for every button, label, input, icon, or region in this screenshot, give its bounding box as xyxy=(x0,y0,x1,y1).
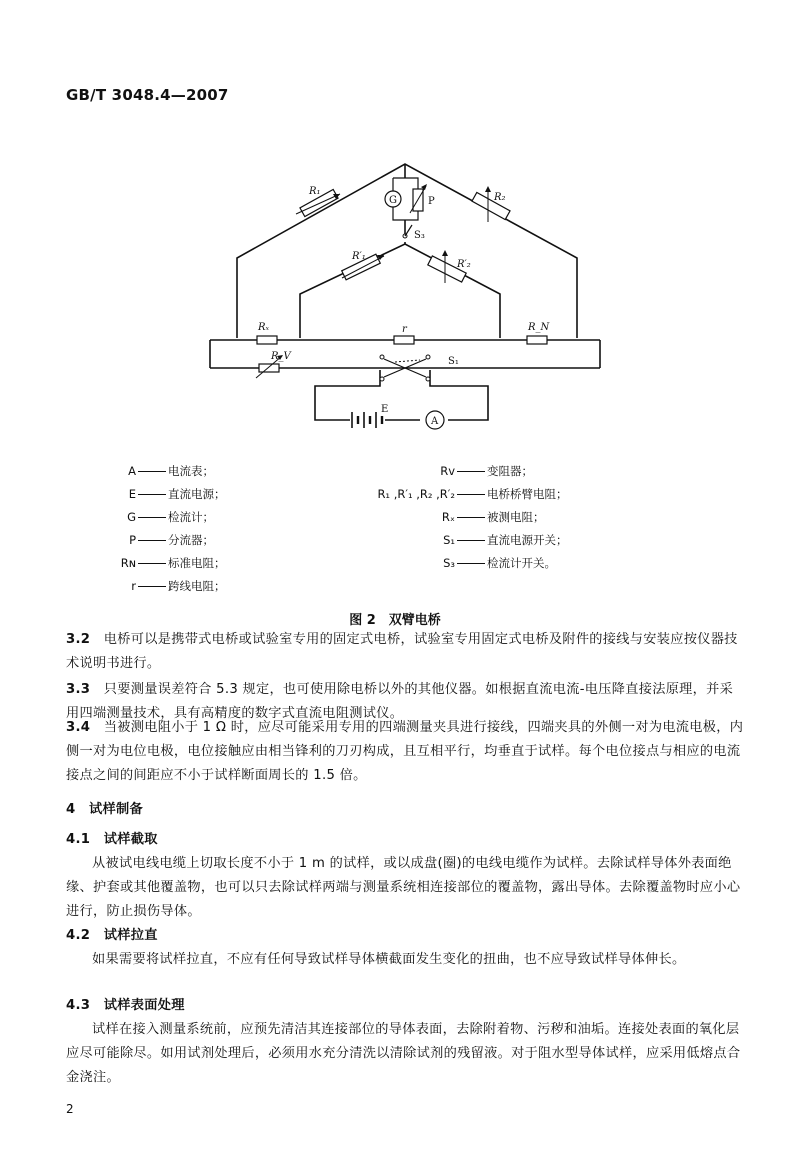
bridge-wires xyxy=(210,164,600,420)
legend-right xyxy=(330,460,630,575)
label-r2: R₂ xyxy=(494,192,506,203)
standard-code: GB/T 3048.4—2007 xyxy=(66,86,229,104)
legend-symbol: R₁ ,R′₁ ,R₂ ,R′₂ xyxy=(377,487,455,501)
legend-symbol: E xyxy=(128,487,136,501)
section-4-1: 4.1 试样截取 从被试电线电缆上切取长度不小于 1 m 的试样，或以成盘(圈)的电线电缆作为试样。去除试样导体外表面绝缘、护套或其他覆盖物，也可以只去除试样两端与测量系统相连接部位的覆盖物，露出导体。去除覆盖物时应小心进行，防止损伤导体。 xyxy=(66,828,746,924)
resistor-rx xyxy=(257,322,277,344)
double-bridge-diagram xyxy=(0,150,790,450)
label-g: G xyxy=(389,195,397,206)
resistor-rn xyxy=(527,322,551,344)
battery-e xyxy=(352,404,388,428)
legend-text: 检流计开关。 xyxy=(487,556,556,570)
label-s1: S₁ xyxy=(448,356,459,367)
label-r1-prime: R′₁ xyxy=(352,251,366,262)
legend-text: 被测电阻； xyxy=(487,510,545,524)
legend-symbol: S₃ xyxy=(443,556,455,570)
rheostat-rv xyxy=(256,351,293,378)
ammeter-a xyxy=(426,411,444,429)
legend-symbol: G xyxy=(127,510,136,524)
label-r: r xyxy=(402,324,407,335)
legend-dash xyxy=(138,494,166,495)
legend-text: 直流电源； xyxy=(168,487,226,501)
paragraph-3-3: 3.3 只要测量误差符合 5.3 规定，也可使用除电桥以外的其他仪器。如根据直流电流-电压降直接法原理，并采用四端测量技术，具有高精度的数字式直流电阻测试仪。 xyxy=(66,682,734,721)
resistor-r xyxy=(394,324,414,344)
legend-dash xyxy=(138,471,166,472)
legend-text: 电流表； xyxy=(168,464,214,478)
legend-text: 变阻器； xyxy=(487,464,533,478)
paragraph-4-3: 试样在接入测量系统前，应预先清洁其连接部位的导体表面，去除附着物、污秽和油垢。连接处表面的氧化层应尽可能除尽。如用试剂处理后，必须用水充分清洗以清除试剂的残留液。对于阻水型导体试样，应采用低熔点合金浇注。 xyxy=(66,1022,741,1085)
paragraph-3-4: 3.4 当被测电阻小于 1 Ω 时，应尽可能采用专用的四端测量夹具进行接线，四端夹具的外侧一对为电流电极，内侧一对为电位电极，电位接触应由相当锋利的刀刃构成，且互相平行，均垂直于试样。每个电位接点与相应的电流接点之间的间距应不小于试样断面周长的 1.5 倍。 xyxy=(66,720,744,783)
label-p: P xyxy=(428,196,435,207)
legend-dash xyxy=(138,540,166,541)
legend-item xyxy=(330,460,630,483)
legend-dash xyxy=(457,540,485,541)
legend-item xyxy=(86,460,366,483)
paragraph-3-2: 3.2 电桥可以是携带式电桥或试验室专用的固定式电桥，试验室专用固定式电桥及附件的接线与安装应按仪器技术说明书进行。 xyxy=(66,632,738,671)
legend-text: 跨线电阻； xyxy=(168,579,226,593)
legend-symbol: Rₓ xyxy=(441,510,455,524)
legend-item xyxy=(86,552,366,575)
label-rn: R_N xyxy=(528,322,550,333)
legend-text: 分流器； xyxy=(168,533,214,547)
legend-item xyxy=(86,506,366,529)
paragraph-4-1: 从被试电线电缆上切取长度不小于 1 m 的试样，或以成盘(圈)的电线电缆作为试样。去除试样导体外表面绝缘、护套或其他覆盖物，也可以只去除试样两端与测量系统相连接部位的覆盖物，露出导体。去除覆盖物时应小心进行，防止损伤导体。 xyxy=(66,856,741,919)
legend-item xyxy=(330,552,630,575)
label-rx: Rₓ xyxy=(258,322,270,333)
legend-symbol: A xyxy=(128,464,136,478)
section-4-3: 4.3 试样表面处理 试样在接入测量系统前，应预先清洁其连接部位的导体表面，去除附着物、污秽和油垢。连接处表面的氧化层应尽可能除尽。如用试剂处理后，必须用水充分清洗以清除试剂的残留液。对于阻水型导体试样，应采用低熔点合金浇注。 xyxy=(66,994,746,1090)
shunt-p xyxy=(410,184,435,213)
legend-item xyxy=(330,529,630,552)
label-r2-prime: R′₂ xyxy=(457,259,471,270)
switch-s3 xyxy=(403,225,425,241)
legend-symbol: Rᴠ xyxy=(440,464,455,478)
legend-item xyxy=(86,529,366,552)
label-a: A xyxy=(431,416,439,427)
figure-caption: 图 2 双臂电桥 xyxy=(349,613,441,628)
section-4-heading: 4 试样制备 xyxy=(66,802,143,817)
legend-symbol: r xyxy=(131,579,136,593)
legend-item xyxy=(86,483,366,506)
legend-item xyxy=(330,483,630,506)
legend-text: 检流计； xyxy=(168,510,214,524)
section-4-2: 4.2 试样拉直 如果需要将试样拉直，不应有任何导致试样导体横截面发生变化的扭曲，也不应导致试样导体伸长。 xyxy=(66,924,746,972)
legend-dash xyxy=(457,494,485,495)
legend-item xyxy=(330,506,630,529)
page-number: 2 xyxy=(66,1102,74,1116)
legend-symbol: P xyxy=(129,533,136,547)
legend-left xyxy=(86,460,366,598)
legend-dash xyxy=(457,517,485,518)
legend-dash xyxy=(138,517,166,518)
legend-text: 电桥桥臂电阻； xyxy=(487,487,568,501)
legend-dash xyxy=(457,563,485,564)
label-rv: R_V xyxy=(271,351,291,362)
legend-symbol: S₁ xyxy=(443,533,455,547)
label-r1: R₁ xyxy=(309,186,321,197)
legend-text: 标准电阻； xyxy=(168,556,226,570)
legend-symbol: Rɴ xyxy=(120,556,136,570)
legend-text: 直流电源开关； xyxy=(487,533,568,547)
label-e: E xyxy=(381,404,389,415)
legend-dash xyxy=(138,586,166,587)
label-s3: S₃ xyxy=(414,230,425,241)
legend-dash xyxy=(457,471,485,472)
galvanometer xyxy=(385,191,401,207)
paragraph-4-2: 如果需要将试样拉直，不应有任何导致试样导体横截面发生变化的扭曲，也不应导致试样导体伸长。 xyxy=(92,952,686,967)
legend-item xyxy=(86,575,366,598)
legend-dash xyxy=(138,563,166,564)
